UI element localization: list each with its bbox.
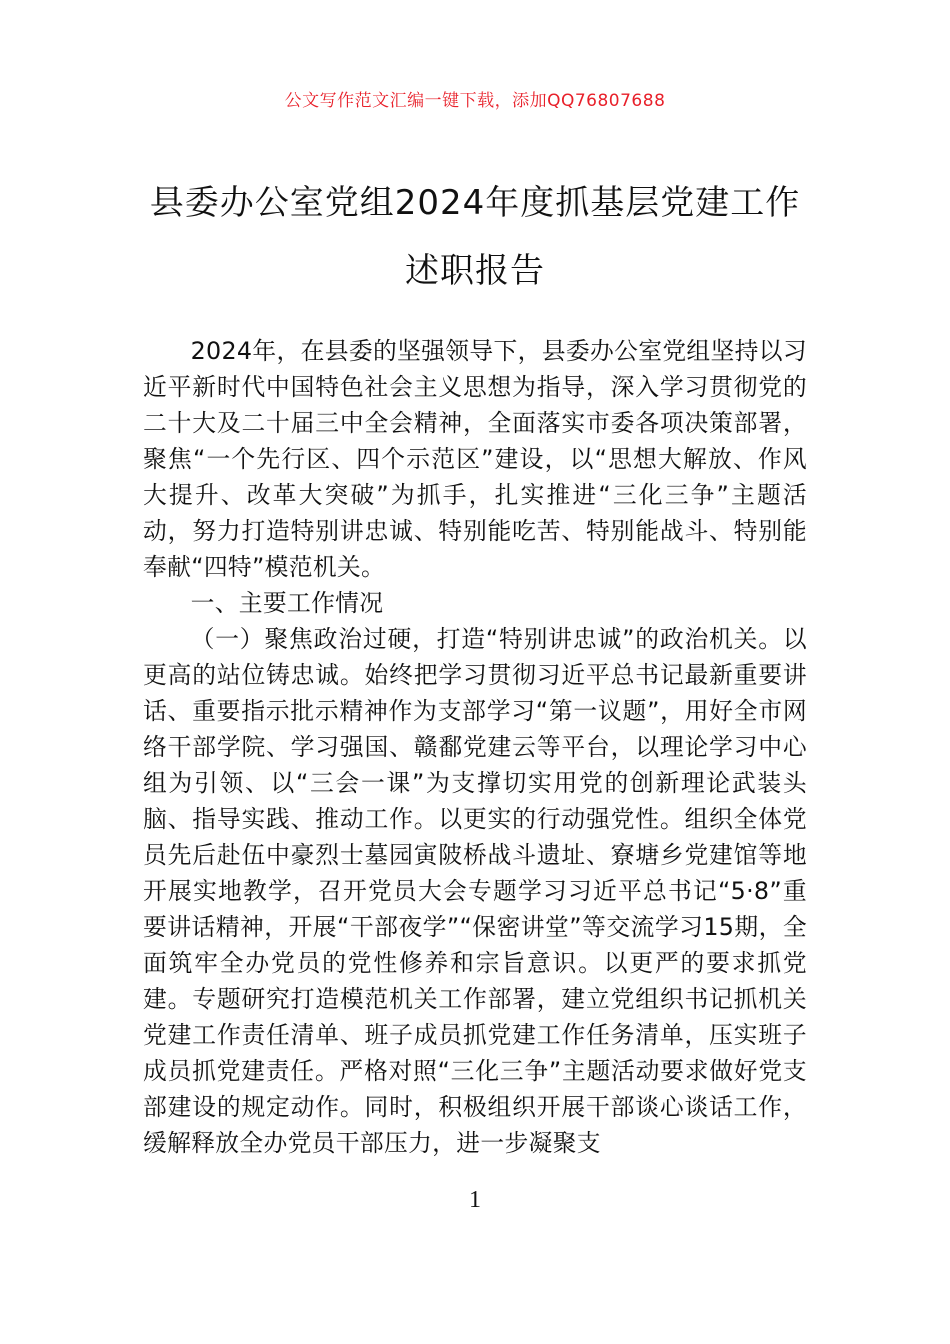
page-number: 1	[469, 1187, 481, 1213]
intro-paragraph: 2024年，在县委的坚强领导下，县委办公室党组坚持以习近平新时代中国特色社会主义思想为指导，深入学习贯彻党的二十大及二十届三中全会精神，全面落实市委各项决策部署，聚焦“一个先行区、四个示范区”建设，以“思想大解放、作风大提升、改革大突破”为抓手，扎实推进“三化三争”主题活动，努力打造特别讲忠诚、特别能吃苦、特别能战斗、特别能奉献“四特”模范机关。	[143, 337, 807, 581]
document-title-line-2: 述职报告	[405, 251, 545, 291]
section-heading: 一、主要工作情况	[190, 589, 384, 617]
download-notice: 公文写作范文汇编一键下载，添加QQ76807688	[284, 91, 666, 111]
document-title-line-1: 县委办公室党组2024年度抓基层党建工作	[149, 183, 801, 223]
body-paragraph: （一）聚焦政治过硬，打造“特别讲忠诚”的政治机关。以更高的站位铸忠诚。始终把学习贯彻习近平总书记最新重要讲话、重要指示批示精神作为支部学习“第一议题”，用好全市网络干部学院、学习强国、赣鄱党建云等平台，以理论学习中心组为引领、以“三会一课”为支撑切实用党的创新理论武装头脑、指导实践、推动工作。以更实的行动强党性。组织全体党员先后赴伍中豪烈士墓园寅陂桥战斗遗址、寮塘乡党建馆等地开展实地教学，召开党员大会专题学习习近平总书记“5·8”重要讲话精神，开展“干部夜学”“保密讲堂”等交流学习15期，全面筑牢全办党员的党性修养和宗旨意识。以更严的要求抓党建。专题研究打造模范机关工作部署，建立党组织书记抓机关党建工作责任清单、班子成员抓党建工作任务清单，压实班子成员抓党建责任。严格对照“三化三争”主题活动要求做好党支部建设的规定动作。同时，积极组织开展干部谈心谈话工作，缓解释放全办党员干部压力，进一步凝聚支	[143, 625, 807, 1157]
document-body	[143, 333, 807, 1161]
